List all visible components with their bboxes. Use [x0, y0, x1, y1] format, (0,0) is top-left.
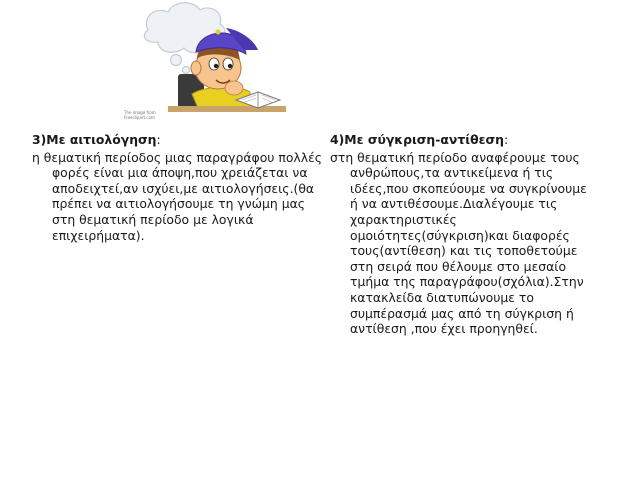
watermark — [124, 110, 156, 120]
section-comparison-contrast — [330, 132, 598, 337]
section-heading-text: 4)Με σύγκριση-αντίθεση — [330, 132, 504, 147]
watermark-line: Freeclipart.com — [124, 115, 155, 120]
heading-colon: : — [503, 132, 509, 147]
section-heading-text: 3)Με αιτιολόγηση — [32, 132, 157, 147]
watermark-line: The image from — [124, 110, 156, 115]
section-heading — [330, 132, 598, 148]
thinking-boy-icon — [118, 0, 288, 122]
heading-colon: : — [156, 132, 161, 147]
section-heading — [32, 132, 324, 148]
section-paragraph: στη θεματική περίοδο αναφέρουμε τους ανθρώπους,τα αντικείμενα ή τις ιδέες,που σκοπεύουμε να συγκρίνουμε ή να αντιθέσουμε.Διαλέγουμε τις χαρακτηριστικές ομοιότητες(σύγκριση)και διαφορές τους(αντίθεση) και τις τοποθετούμε στη σειρά που θέλουμε στο μεσαίο τμήμα της παραγράφου(σχόλια).Στην κατακλείδα διατυπώνουμε το συμπέρασμά μας από τη σύγκριση ή αντίθεση ,που έχει προηγηθεί. — [330, 149, 587, 337]
section-justification — [32, 132, 324, 243]
section-paragraph: η θεματική περίοδος μιας παραγράφου πολλές φορές είναι μια άποψη,που χρειάζεται να αποδειχτεί,αν ισχύει,με αιτιολογήσεις.(θα πρέπει να αιτιολογήσουμε τη γνώμη μας στη θεματική περίοδο με λογικά επιχειρήματα). — [32, 149, 323, 243]
